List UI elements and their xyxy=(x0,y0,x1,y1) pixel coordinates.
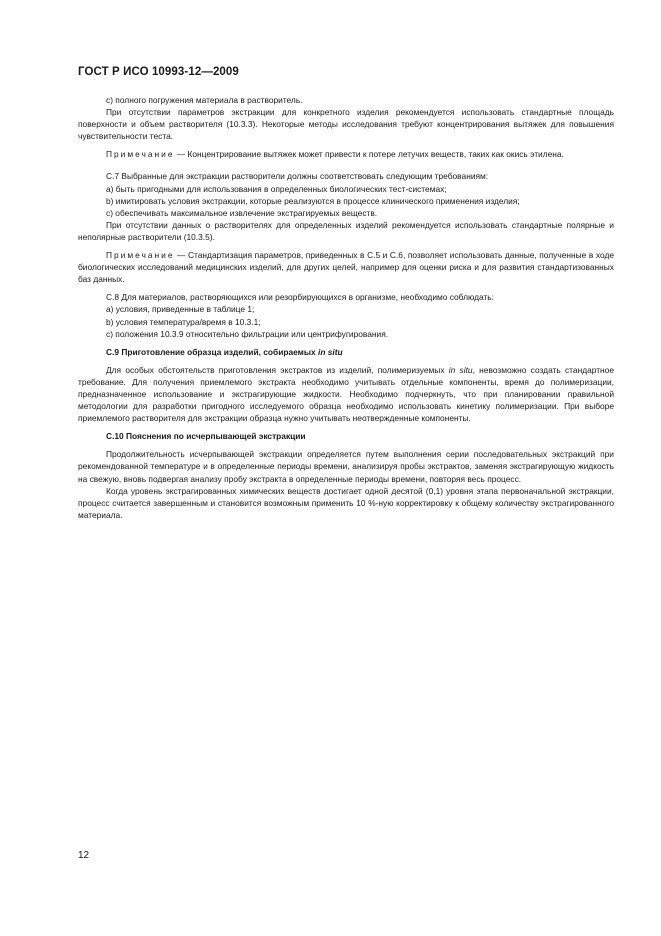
c9-text-italic: in situ xyxy=(448,364,473,375)
c9-text-part1: Для особых обстоятельств приготовления экстрактов из изделий, полимеризуемых xyxy=(106,364,449,375)
page-content xyxy=(78,94,614,521)
c7-item-b: b) имитировать условия экстракции, которые реализуются в процессе клинического применения изделия; xyxy=(106,195,520,206)
c7-paragraph: При отсутствии данных о растворителях для определенных изделий рекомендуется использовать стандартные полярные и неполярные растворители (10.3.5). xyxy=(78,219,614,242)
c7-item-c: c) обеспечивать максимальное извлечение экстрагируемых веществ. xyxy=(106,207,378,218)
document-header: ГОСТ Р ИСО 10993-12—2009 xyxy=(78,66,239,78)
note-text: — Концентрирование вытяжек может привести к потере летучих веществ, таких как окись этилена. xyxy=(174,149,564,160)
c10-paragraph-2: Когда уровень экстрагированных химических веществ достигает одной десятой (0,1) уровня этапа первоначальной экстракции, процесс считается завершенным и становится возможным применить 10 %-ную корректировку к общему количеству экстрагированного материала. xyxy=(78,485,614,520)
note-concentration xyxy=(78,148,614,160)
section-c7-intro: C.7 Выбранные для экстракции растворители должны соответствовать следующим требованиям: xyxy=(106,171,489,182)
note-text: — Стандартизация параметров, приведенных в С.5 и С.6, позволяет использовать данные, полученные в ходе биологических исследований медицинских изделий, для других целей, например для оценки риска и для развития стандартизованных баз данных. xyxy=(78,250,614,285)
c8-item-c: c) положения 10.3.9 относительно фильтрации или центрифугирования. xyxy=(106,328,389,339)
c8-item-a: a) условия, приведенные в таблице 1; xyxy=(106,304,255,315)
note-label: Примечание xyxy=(106,250,175,261)
note-label: Примечание xyxy=(106,149,175,160)
note-standardization xyxy=(78,249,614,285)
paragraph-extraction-parameters: При отсутствии параметров экстракции для конкретного изделия рекомендуется использовать стандартные площадь поверхности и объем растворителя (10.3.3). Некоторые методы исследования требуют концентрирования вытяжек для повышения чувствительности теста. xyxy=(78,107,614,142)
section-c9-heading xyxy=(78,346,614,358)
c7-item-a: a) быть пригодными для использования в определенных биологических тест-системах; xyxy=(106,183,447,194)
c9-text-part2: , невозможно создать стандартное требование. Для получения приемлемого экстракта необходимо учитывать отдельные компоненты, время до полимеризации, предназначенное использование и экстрагирующие жидкости. Необходимо подчеркнуть, что при планировании правильной методологии для разработки пригодного исследуемого образца необходимо использовать кинетику полимеризации. При выборе приемлемого растворителя для экстракции образца нужно учитывать неотвержденные компоненты. xyxy=(78,364,615,424)
page-number: 12 xyxy=(78,850,90,861)
c8-item-b: b) условия температура/время в 10.3.1; xyxy=(106,316,261,327)
c9-paragraph xyxy=(78,364,614,424)
list-item-c: c) полного погружения материала в растворитель. xyxy=(106,95,303,105)
c9-heading-text: С.9 Приготовление образца изделий, собираемых xyxy=(106,346,318,357)
section-c10-heading: С.10 Пояснения по исчерпывающей экстракции xyxy=(106,431,306,442)
section-c8-intro: С.8 Для материалов, растворяющихся или резорбирующихся в организме, необходимо соблюдать: xyxy=(106,292,494,303)
c10-paragraph-1: Продолжительность исчерпывающей экстракции определяется путем выполнения серии последовательных экстракций при рекомендованной температуре и в определенные периоды времени, анализируя пробы экстрактов, заменяя экстрагирующую жидкость на свежую, вновь подвергая анализу пробу экстракта в определенные периоды времени, повторяя весь процесс. xyxy=(78,449,614,484)
c9-heading-italic: in situ xyxy=(318,346,343,357)
